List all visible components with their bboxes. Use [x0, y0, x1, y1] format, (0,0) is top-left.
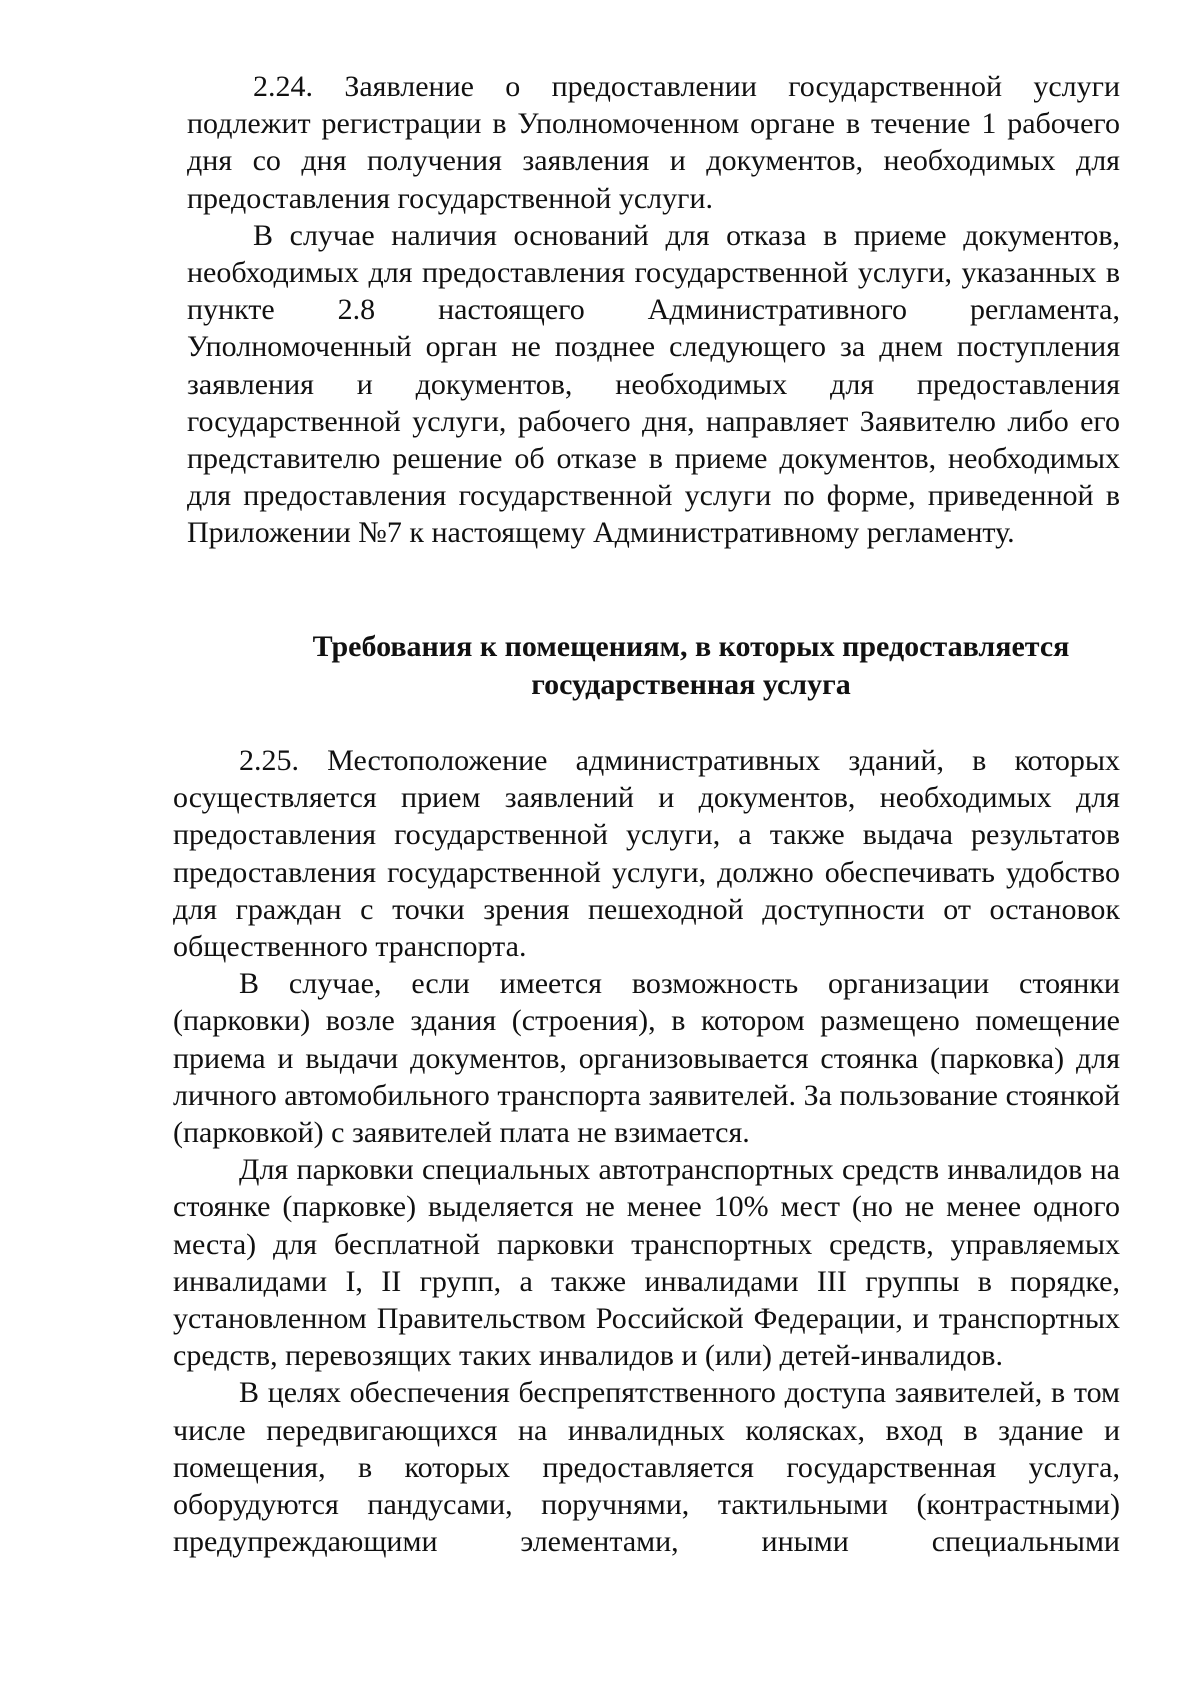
- paragraph-parking: В случае, если имеется возможность организации стоянки (парковки) возле здания (строения), в котором размещено помещение приема и выдачи документов, организовывается стоянка (парковка) для личного автомобильного транспорта заявителей. За пользование стоянкой (парковкой) с заявителей плата не взимается.: [173, 967, 1120, 1150]
- paragraph-refusal: В случае наличия оснований для отказа в приеме документов, необходимых для предоставления государственной услуги, указанных в пункте 2.8 настоящего Административного регламента, Уполномоченный орган не позднее следующего за днем поступления заявления и документов, необходимых для предоставления государственной услуги, рабочего дня, направляет Заявителю либо его представителю решение об отказе в приеме документов, необходимых для предоставления государственной услуги по форме, приведенной в Приложении №7 к настоящему Административному регламенту.: [187, 218, 1120, 550]
- heading-line-1: Требования к помещениям, в которых предоставляется: [312, 630, 1070, 663]
- paragraph-2-25: 2.25. Местоположение административных зданий, в которых осуществляется прием заявлений и документов, необходимых для предоставления государственной услуги, а также выдача результатов предоставления государственной услуги, должно обеспечивать удобство для граждан с точки зрения пешеходной доступности от остановок общественного транспорта.: [173, 744, 1120, 964]
- heading-line-2: государственная услуга: [531, 668, 851, 701]
- paragraph-accessibility: В целях обеспечения беспрепятственного доступа заявителей, в том числе передвигающихся на инвалидных колясках, вход в здание и помещения, в которых предоставляется государственная услуга, оборудуются пандусами, поручнями, тактильными (контрастными) предупреждающими элементами, иными специальными: [173, 1376, 1120, 1559]
- paragraph-disabled-parking: Для парковки специальных автотранспортных средств инвалидов на стоянке (парковке) выделяется не менее 10% мест (но не менее одного места) для бесплатной парковки транспортных средств, управляемых инвалидами I, II групп, а также инвалидами III группы в порядке, установленном Правительством Российской Федерации, и транспортных средств, перевозящих таких инвалидов и (или) детей-инвалидов.: [173, 1153, 1120, 1373]
- section-heading: [187, 628, 1120, 704]
- paragraph-2-24: 2.24. Заявление о предоставлении государственной услуги подлежит регистрации в Уполномоченном органе в течение 1 рабочего дня со дня получения заявления и документов, необходимых для предоставления государственной услуги.: [187, 70, 1120, 215]
- section-2-25: [173, 742, 1120, 1560]
- section-2-24: [187, 68, 1120, 552]
